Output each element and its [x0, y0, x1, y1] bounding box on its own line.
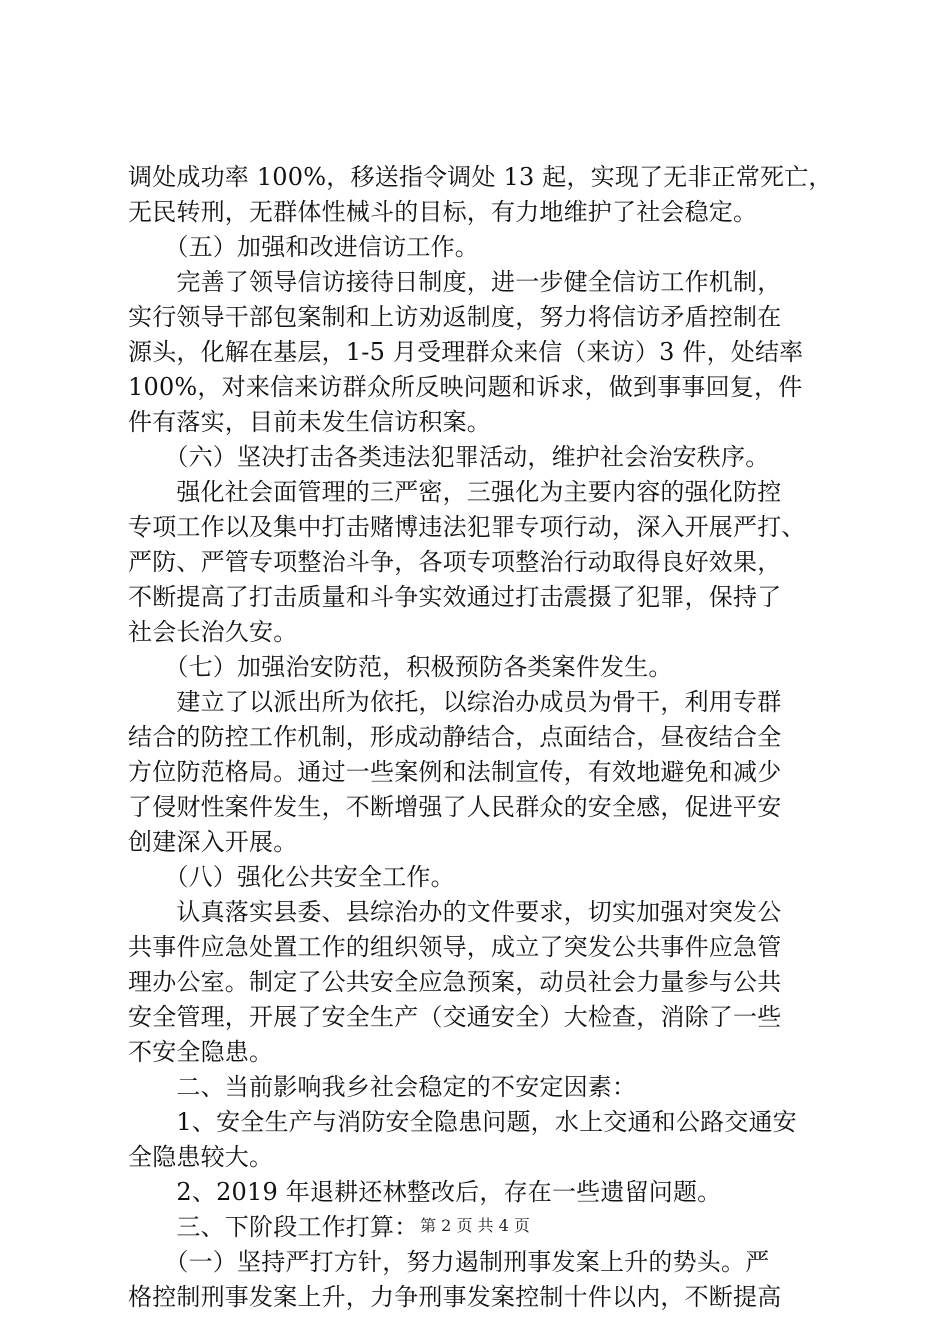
- text-line: 2、2019 年退耕还林整改后，存在一些遗留问题。: [128, 1178, 722, 1206]
- section-heading: 三、下阶段工作打算：: [128, 1213, 419, 1241]
- text-line: 了侵财性案件发生，不断增强了人民群众的安全感，促进平安: [128, 793, 782, 821]
- text-line: 建立了以派出所为依托，以综治办成员为骨干，利用专群: [128, 688, 782, 716]
- text-line: 实行领导干部包案制和上访劝返制度，努力将信访矛盾控制在: [128, 303, 782, 331]
- text-line: 源头，化解在基层，1-5 月受理群众来信（来访）3 件，处结率: [128, 338, 804, 366]
- text-line: 认真落实县委、县综治办的文件要求，切实加强对突发公: [128, 898, 782, 926]
- section-heading: 二、当前影响我乡社会稳定的不安定因素：: [128, 1073, 637, 1101]
- text-line: 理办公室。制定了公共安全应急预案，动员社会力量参与公共: [128, 968, 782, 996]
- document-body: [128, 160, 833, 1315]
- text-line: （一）坚持严打方针，努力遏制刑事发案上升的势头。严: [128, 1248, 770, 1276]
- text-line: 严防、严管专项整治斗争，各项专项整治行动取得良好效果，: [128, 548, 782, 576]
- text-line: 调处成功率 100%，移送指令调处 13 起，实现了无非正常死亡，: [128, 163, 833, 191]
- text-line: 社会长治久安。: [128, 618, 298, 646]
- text-line: 全隐患较大。: [128, 1143, 274, 1171]
- section-heading: （七）加强治安防范，积极预防各类案件发生。: [128, 653, 673, 681]
- text-line: 无民转刑，无群体性械斗的目标，有力地维护了社会稳定。: [128, 198, 758, 226]
- text-line: 件有落实，目前未发生信访积案。: [128, 408, 491, 436]
- text-line: 强化社会面管理的三严密，三强化为主要内容的强化防控: [128, 478, 782, 506]
- text-line: 100%，对来信来访群众所反映问题和诉求，做到事事回复，件: [128, 373, 803, 401]
- text-line: 完善了领导信访接待日制度，进一步健全信访工作机制，: [128, 268, 782, 296]
- section-heading: （六）坚决打击各类违法犯罪活动，维护社会治安秩序。: [128, 443, 770, 471]
- text-line: 不断提高了打击质量和斗争实效通过打击震摄了犯罪，保持了: [128, 583, 782, 611]
- text-line: 专项工作以及集中打击赌博违法犯罪专项行动，深入开展严打、: [128, 513, 806, 541]
- text-line: 结合的防控工作机制，形成动静结合，点面结合，昼夜结合全: [128, 723, 782, 751]
- text-line: 不安全隐患。: [128, 1038, 274, 1066]
- page-number-footer: 第 2 页 共 4 页: [420, 1216, 530, 1235]
- text-line: 共事件应急处置工作的组织领导，成立了突发公共事件应急管: [128, 933, 782, 961]
- text-line: 安全管理，开展了安全生产（交通安全）大检查，消除了一些: [128, 1003, 782, 1031]
- section-heading: （八）强化公共安全工作。: [128, 863, 455, 891]
- text-line: 格控制刑事发案上升，力争刑事发案控制十件以内，不断提高: [128, 1283, 782, 1311]
- text-line: 1、安全生产与消防安全隐患问题，水上交通和公路交通安: [128, 1108, 797, 1136]
- text-line: 方位防范格局。通过一些案例和法制宣传，有效地避免和减少: [128, 758, 782, 786]
- section-heading: （五）加强和改进信访工作。: [128, 233, 479, 261]
- text-line: 创建深入开展。: [128, 828, 298, 856]
